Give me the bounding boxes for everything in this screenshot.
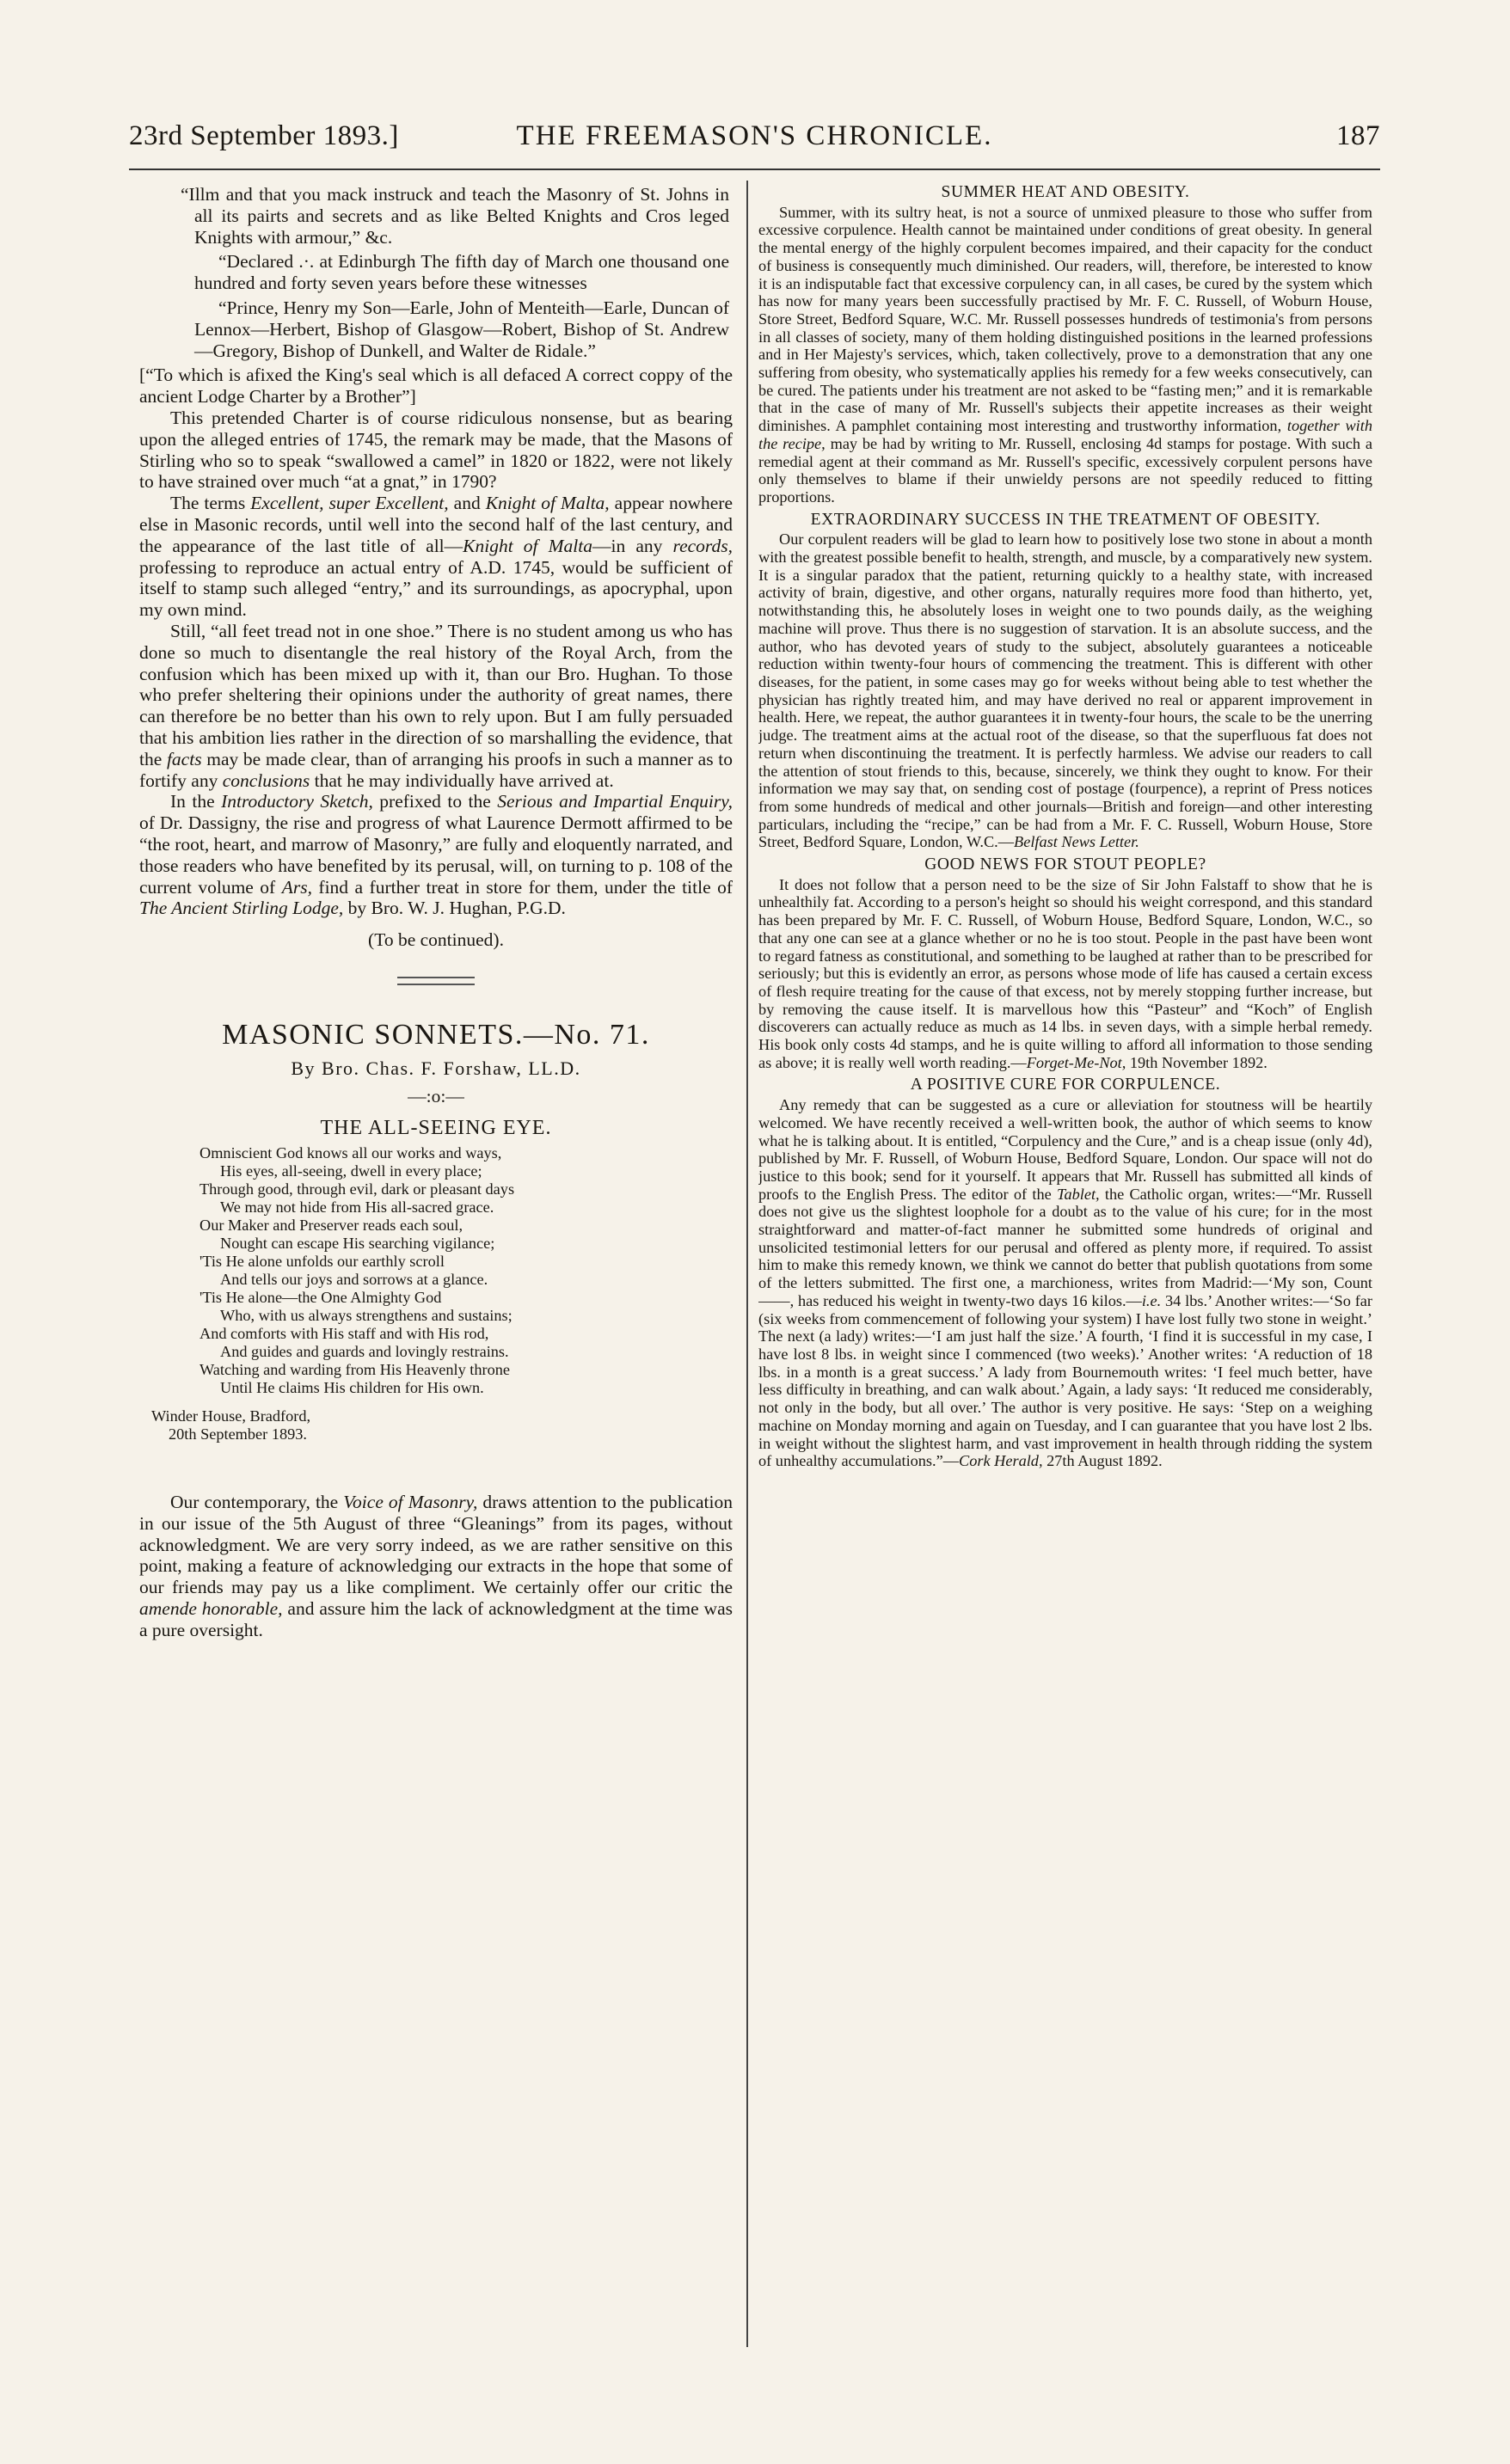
- poem-line: Omniscient God knows all our works and ways,: [199, 1144, 502, 1162]
- poem-line: Nought can escape His searching vigilance;: [220, 1235, 495, 1253]
- signoff-place: Winder House, Bradford,: [151, 1407, 311, 1425]
- article-paragraph: The terms Excellent, super Excellent, and Knight of Malta, appear nowhere else in Masonic records, until well into the second half of the last century, and the appearance of the last title of all—Knight of Malta—in any records, professing to reproduce an actual entry of A.D. 1745, would be sufficient of itself to stamp such alleged “entry,” and its surroundings, as apocryphal, upon my own mind.: [139, 493, 733, 621]
- section-rule: [397, 977, 475, 978]
- poem-line: His eyes, all-seeing, dwell in every place;: [220, 1162, 482, 1180]
- poem-line: And tells our joys and sorrows at a glance.: [220, 1271, 488, 1289]
- article-body: Summer, with its sultry heat, is not a source of unmixed pleasure to those who suffer from excessive corpulence. Health cannot be maintained under conditions of great obesity. In general the mental energy of the highly corpulent becomes impaired, and their capacity for the conduct of business is consequently much diminished. Our readers, will, therefore, be interested to know it is an indisputable fact that excessive corpulency can, in all cases, be cured by the system which has now for many years been successfully practised by Mr. F. C. Russell, of Woburn House, Store Street, Bedford Square, W.C. Mr. Russell possesses hundreds of testimonia's from persons in all classes of society, many of them holding distinguished positions in the learned professions and in Her Majesty's services, which, taken collectively, prove to a demonstration that any one suffering from obesity, who systematically applies his remedy for a few weeks consecutively, can be cured. The patients under his treatment are not asked to be “fasting men;” and it is remarkable that in the case of many of Mr. Russell's subjects their appetite increases as their weight diminishes. A pamphlet containing most interesting and trustworthy information, together with the recipe, may be had by writing to Mr. Russell, enclosing 4d stamps for postage. With such a remedial agent at their command as Mr. Russell's specific, excessively corpulent persons have only themselves to blame if their unwieldy persons are not speedily reduced to fitting proportions.: [758, 203, 1372, 506]
- to-be-continued: (To be continued).: [368, 929, 504, 951]
- page-number: 187: [1336, 120, 1380, 151]
- article-heading: A POSITIVE CURE FOR CORPULENCE.: [910, 1076, 1221, 1094]
- poem-signoff: [139, 1407, 733, 1443]
- charter-note: [“To which is afixed the King's seal which is all defaced A correct coppy of the ancient Lodge Charter by a Brother”]: [139, 365, 733, 408]
- section-rule: [397, 984, 475, 985]
- poem-line: And comforts with His staff and with His rod,: [199, 1325, 489, 1343]
- poem-line: 'Tis He alone unfolds our earthly scroll: [199, 1253, 445, 1271]
- left-column: [139, 184, 733, 2385]
- publication-title: THE FREEMASON'S CHRONICLE.: [516, 120, 993, 151]
- article-paragraph: This pretended Charter is of course ridiculous nonsense, but as bearing upon the alleged entries of 1745, the remark may be made, that the Masons of Stirling who so to speak “swallowed a camel” in 1820 or 1822, were not likely to have strained over much “at a gnat,” in 1790?: [139, 407, 733, 493]
- separator: —:o:—: [408, 1086, 464, 1107]
- poem-line: Through good, through evil, dark or pleasant days: [199, 1180, 515, 1198]
- poem-line: Who, with us always strengthens and sustains;: [220, 1307, 513, 1325]
- poem-title: THE ALL-SEEING EYE.: [320, 1117, 552, 1140]
- poem-line: Watching and warding from His Heavenly throne: [199, 1361, 511, 1379]
- poem-line: Our Maker and Preserver reads each soul,: [199, 1217, 463, 1235]
- poem: [139, 1144, 733, 1397]
- article-paragraph: Still, “all feet tread not in one shoe.” There is no student among us who has done so much to disentangle the real history of the Royal Arch, from the confusion which has been mixed up with it, than our Bro. Hughan. To those who prefer sheltering their opinions under the authority of great names, there can therefore be no better than his own to rely upon. But I am fully persuaded that his ambition lies rather in the direction of so marshalling the evidence, that the facts may be made clear, than of arranging his proofs in such a manner as to fortify any conclusions that he may individually have arrived at.: [139, 620, 733, 791]
- closing-paragraph: Our contemporary, the Voice of Masonry, draws attention to the publication in our issue of the 5th August of three “Gleanings” from its pages, without acknowledgment. We are very sorry indeed, as we are rather sensitive on this point, making a feature of acknowledging our extracts in the hope that some of our friends may pay us a like compliment. We certainly offer our critic the amende honorable, and assure him the lack of acknowledgment at the time was a pure oversight.: [139, 1492, 733, 1640]
- page-header: [129, 120, 1380, 162]
- article-paragraph: In the Introductory Sketch, prefixed to the Serious and Impartial Enquiry, of Dr. Dassigny, the rise and progress of what Laurence Dermott affirmed to be “the root, heart, and marrow of Masonry,” are fully and eloquently narrated, and those readers who have benefited by its perusal, will, on turning to p. 108 of the current volume of Ars, find a further treat in store for them, under the title of The Ancient Stirling Lodge, by Bro. W. J. Hughan, P.G.D.: [139, 791, 733, 919]
- article-heading: SUMMER HEAT AND OBESITY.: [941, 184, 1190, 201]
- poem-line: We may not hide from His all-sacred grace.: [220, 1198, 494, 1217]
- signoff-date: 20th September 1893.: [169, 1425, 307, 1443]
- issue-date: 23rd September 1893.]: [129, 120, 399, 151]
- charter-quote: [139, 184, 733, 361]
- charter-quote-3: “Prince, Henry my Son—Earle, John of Menteith—Earle, Duncan of Lennox—Herbert, Bishop of Glasgow—Robert, Bishop of St. Andrew—Gregory, Bishop of Dunkell, and Walter de Ridale.”: [194, 297, 729, 361]
- article-heading: EXTRAORDINARY SUCCESS IN THE TREATMENT OF OBESITY.: [810, 510, 1321, 529]
- poem-line: Until He claims His children for His own.: [220, 1379, 484, 1397]
- sonnet-byline: By Bro. Chas. F. Forshaw, LL.D.: [291, 1057, 581, 1079]
- sonnets-heading: MASONIC SONNETS.—No. 71.: [222, 1018, 650, 1051]
- poem-line: And guides and guards and lovingly restrains.: [220, 1343, 509, 1361]
- article-body: Any remedy that can be suggested as a cure or alleviation for stoutness will be heartily welcomed. We have recently received a well-written book, the author of which seems to know what he is talking about. It is entitled, “Corpulency and the Cure,” and is a cheap issue (only 4d), published by Mr. F. Russell, of Woburn House, Bedford Square, London. Our space will not do justice to this book; send for it yourself. It appears that Mr. Russell has submitted all kinds of proofs to the English Press. The editor of the Tablet, the Catholic organ, writes:—“Mr. Russell does not give us the slightest loophole for a doubt as to the value of his cure; for in the most straightforward and matter-of-fact manner he submitted some hundreds of original and unsolicited testimonial letters for our perusal and offered as plenty more, if required. To assist him to make this remedy known, we think we cannot do better that publish quotations from some of the letters submitted. The first one, a marchioness, writes from Madrid:—‘My son, Count——, has reduced his weight in twenty-two days 16 kilos.—i.e. 34 lbs.’ Another writes:—‘So far (six weeks from commencement of following your system) I have lost fully two stone in weight.’ The next (a lady) writes:—‘I am just half the size.’ A fourth, ‘I find it is successful in my case, I have lost 8 lbs. in weight since I commenced (two weeks).’ Another writes: ‘A reduction of 18 lbs. in a month is a great success.’ A lady from Bournemouth writes: ‘I feel much better, have less difficulty in breathing, and can walk about.’ Again, a lady says: ‘It reduced me considerably, not only in the body, but all over.’ The author is very positive. He says: ‘Step on a weighing machine on Monday morning and again on Tuesday, and I can guarantee that you have lost 2 lbs. in weight without the slightest harm, and vast improvement in health through ridding the system of unhealthy accumulations.”—Cork Herald, 27th August 1892.: [758, 1096, 1372, 1470]
- header-rule: [129, 169, 1380, 170]
- article-body: Our corpulent readers will be glad to learn how to positively lose two stone in about a month with the greatest possible benefit to health, strength, and muscle, by a comparatively new system. It is a singular paradox that the patient, returning quickly to a healthy state, with increased activity of brain, digestive, and other organs, naturally requires more food than hitherto, yet, notwithstanding this, he absolutely loses in weight one to two pounds daily, as the weighing machine will prove. Thus there is no suggestion of starvation. It is an absolute success, and the author, who has devoted years of study to the subject, absolutely guarantees a noticeable reduction within twenty-four hours of commencing the treatment. This is different with other diseases, for the patient, in some cases may go for weeks without being able to test whether the physician has rightly treated him, and may have derived no real or apparent improvement in health. Here, we repeat, the author guarantees it in twenty-four hours, the scale to be the unerring judge. The treatment aims at the actual root of the disease, so that the superfluous fat does not return when discontinuing the treatment. It is perfectly harmless. We advise our readers to call the attention of stout friends to this, because, sincerely, we think they ought to know. For their information we may say that, on sending cost of postage (fourpence), a reprint of Press notices from some hundreds of medical and other journals—British and foreign—and other interesting particulars, including the “recipe,” can be had from a Mr. F. C. Russell, Woburn House, Store Street, Bedford Square, London, W.C.—Belfast News Letter.: [758, 530, 1372, 851]
- right-column: [758, 184, 1372, 2385]
- article-heading: GOOD NEWS FOR STOUT PEOPLE?: [924, 855, 1206, 874]
- poem-line: 'Tis He alone—the One Almighty God: [199, 1289, 442, 1307]
- column-divider: [746, 181, 748, 2347]
- article-body: It does not follow that a person need to be the size of Sir John Falstaff to show that he is unhealthily fat. According to a person's height so should his weight correspond, and this standard has been prepared by Mr. F. C. Russell, of Woburn House, Bedford Square, London, W.C., so that any one can see at a glance whether or no he is too stout. People in the past have been wont to regard fatness as constitutional, and something to be laughed at rather than to be prescribed for seriously; but this is evidently an error, as persons whose mode of life has caused a certain excess of flesh require treating for the cause of that excess, not by merely stopping further increase, but by removing the cause itself. It is marvellous how this “Pasteur” and “Koch” of English discoverers can actually reduce as much as 14 lbs. in seven days, with a simple herbal remedy. His book only costs 4d stamps, and he is quite willing to afford all information to those sending as above; it is really well worth reading.—Forget-Me-Not, 19th November 1892.: [758, 875, 1372, 1071]
- charter-quote-1: “Illm and that you mack instruck and teach the Masonry of St. Johns in all its pairts and secrets and as like Belted Knights and Cros leged Knights with armour,” &c.: [181, 184, 729, 248]
- charter-quote-2: “Declared .·. at Edinburgh The fifth day of March one thousand one hundred and forty seven years before these witnesses: [194, 251, 729, 294]
